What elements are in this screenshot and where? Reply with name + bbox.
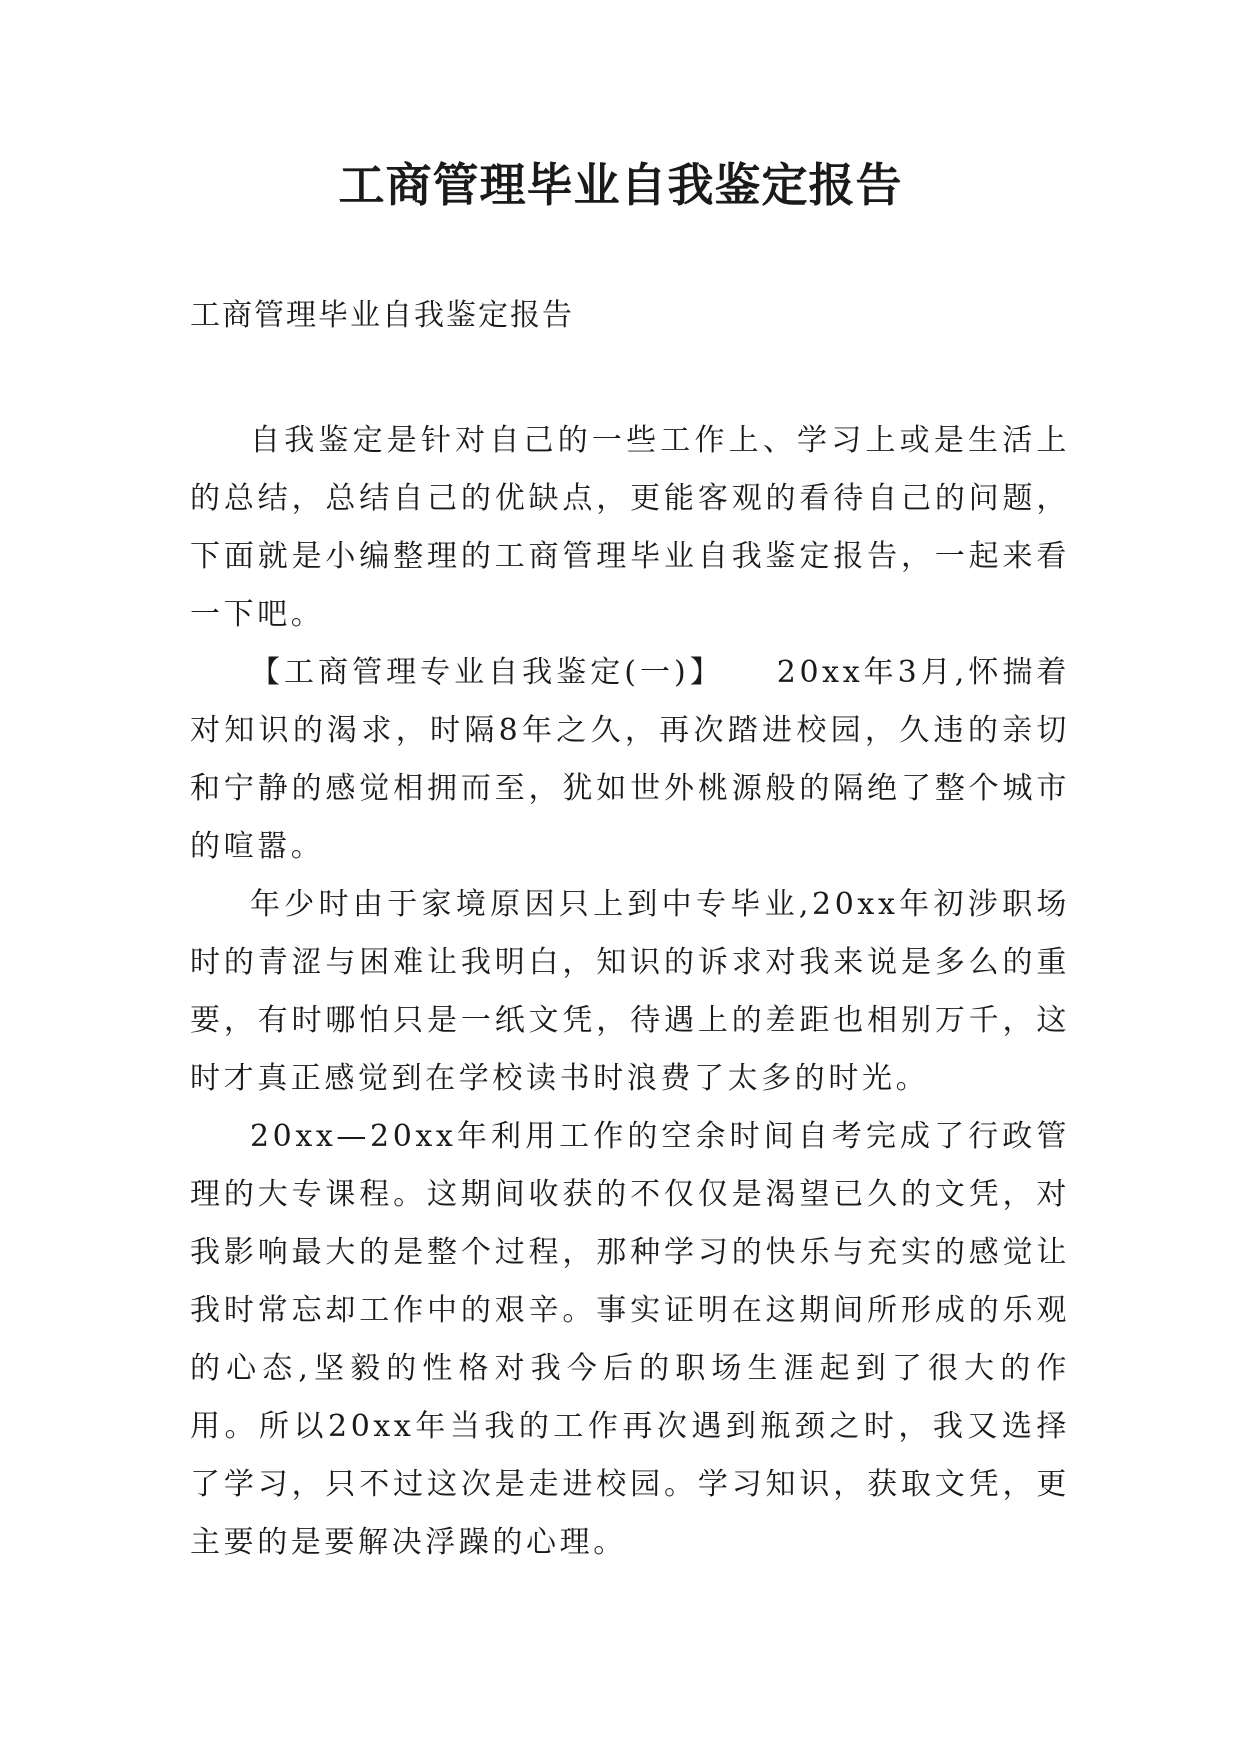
document-subtitle: 工商管理毕业自我鉴定报告 [190, 298, 574, 333]
paragraph-section-one: 【工商管理专业自我鉴定(一)】 20xx年3月,怀揣着对知识的渴求，时隔8年之久，再次踏进校园，久违的亲切和宁静的感觉相拥而至，犹如世外桃源般的隔绝了整个城市的喧嚣。 [190, 655, 1070, 864]
document-title: 工商管理毕业自我鉴定报告 [338, 158, 903, 212]
paragraph-self-study: 20xx—20xx年利用工作的空余时间自考完成了行政管理的大专课程。这期间收获的不仅仅是渴望已久的文凭，对我影响最大的是整个过程，那种学习的快乐与充实的感觉让我时常忘却工作中的艰辛。事实证明在这期间所形成的乐观的心态,坚毅的性格对我今后的职场生涯起到了很大的作用。所以20xx年当我的工作再次遇到瓶颈之时，我又选择了学习，只不过这次是走进校园。学习知识，获取文凭，更主要的是要解决浮躁的心理。 [190, 1119, 1070, 1560]
paragraph-youth: 年少时由于家境原因只上到中专毕业,20xx年初涉职场时的青涩与困难让我明白，知识的诉求对我来说是多么的重要，有时哪怕只是一纸文凭，待遇上的差距也相别万千，这时才真正感觉到在学校读书时浪费了太多的时光。 [190, 887, 1070, 1096]
paragraph-intro: 自我鉴定是针对自己的一些工作上、学习上或是生活上的总结，总结自己的优缺点，更能客观的看待自己的问题，下面就是小编整理的工商管理毕业自我鉴定报告，一起来看一下吧。 [190, 423, 1070, 632]
document-body [190, 412, 1070, 1572]
